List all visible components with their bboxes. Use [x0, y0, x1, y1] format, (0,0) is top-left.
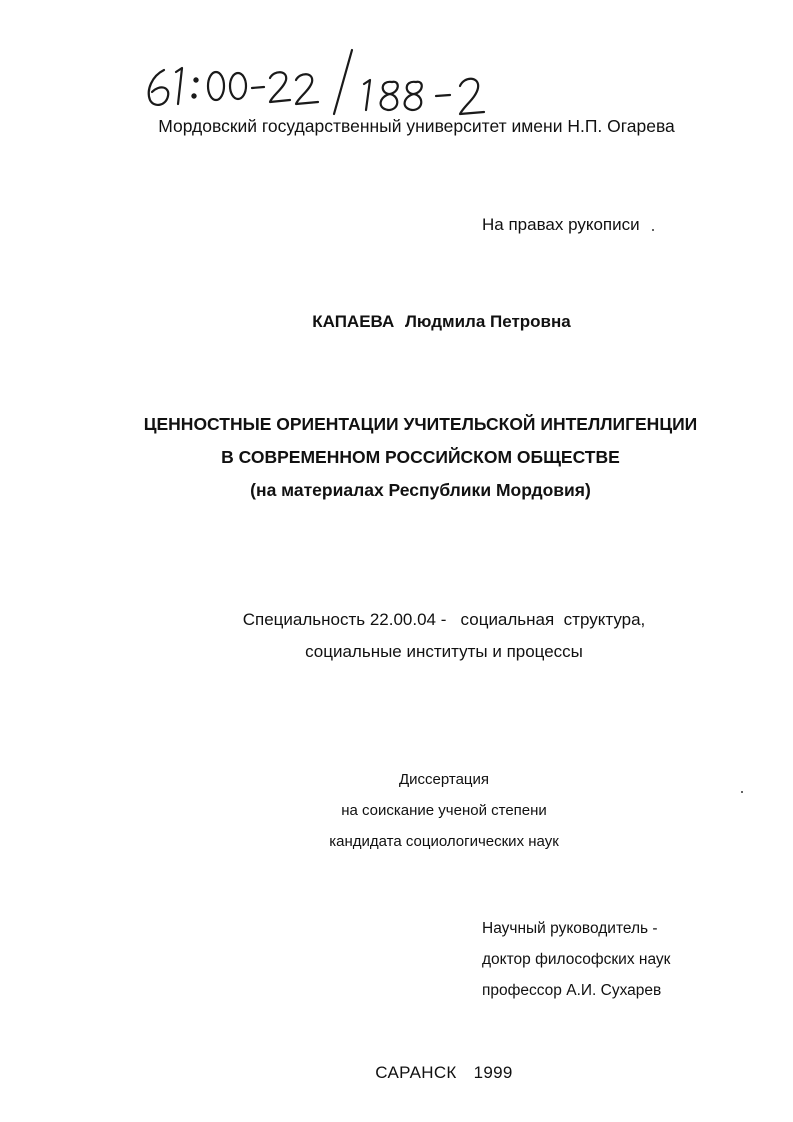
- handwritten-archive-code: [138, 42, 518, 122]
- handwritten-glyph-2b: [296, 74, 318, 104]
- handwritten-dash-2: [436, 95, 450, 96]
- specialty-line-2: социальные институты и процессы: [305, 642, 583, 661]
- university-name: Мордовский государственный университет имени Н.П. Огарева: [158, 116, 675, 136]
- manuscript-note: На правах рукописи: [482, 215, 640, 234]
- dissertation-title: [0, 408, 793, 507]
- scan-speck: [652, 229, 654, 231]
- handwritten-glyph-8b: [405, 82, 422, 110]
- handwritten-glyph-6: [149, 70, 168, 105]
- author-name: [0, 312, 793, 332]
- handwritten-glyph-2c: [460, 79, 484, 114]
- supervisor-line-2: доктор философских наук: [482, 951, 671, 968]
- handwritten-glyph-0a: [208, 72, 224, 100]
- handwritten-glyph-2a: [270, 72, 290, 102]
- handwritten-glyph-0b: [230, 73, 246, 99]
- degree-line-1: Диссертация: [398, 771, 490, 788]
- author-given-names: Людмила Петровна: [404, 312, 571, 331]
- title-line-2: В СОВРЕМЕННОМ РОССИЙСКОМ ОБЩЕСТВЕ: [221, 447, 620, 467]
- city: САРАНСК: [375, 1063, 457, 1082]
- handwritten-slash: [334, 50, 352, 114]
- title-line-3: (на материалах Республики Мордовия): [250, 480, 591, 500]
- author-surname: КАПАЕВА: [312, 312, 395, 331]
- handwritten-glyph-8a: [381, 82, 398, 110]
- specialty-block: [0, 604, 793, 668]
- handwritten-glyph-1: [176, 68, 182, 104]
- supervisor-line-1: Научный руководитель -: [482, 920, 658, 937]
- year: 1999: [473, 1063, 513, 1082]
- handwritten-glyph-1b: [364, 80, 370, 110]
- handwritten-dash-1: [252, 87, 264, 88]
- specialty-line-1: Специальность 22.00.04 - социальная структура,: [242, 610, 646, 629]
- city-year: [0, 1063, 793, 1083]
- title-line-1: ЦЕННОСТНЫЕ ОРИЕНТАЦИИ УЧИТЕЛЬСКОЙ ИНТЕЛЛИГЕНЦИИ: [143, 414, 698, 434]
- scan-speck: [741, 791, 743, 793]
- degree-line-3: кандидата социологических наук: [329, 833, 559, 850]
- supervisor-line-3: профессор А.И. Сухарев: [482, 982, 662, 999]
- handwritten-colon-bottom: [192, 94, 195, 97]
- supervisor-block: [482, 913, 670, 1006]
- degree-block: [0, 764, 793, 857]
- degree-line-2: на соискание ученой степени: [341, 802, 547, 819]
- handwritten-colon-top: [194, 78, 197, 81]
